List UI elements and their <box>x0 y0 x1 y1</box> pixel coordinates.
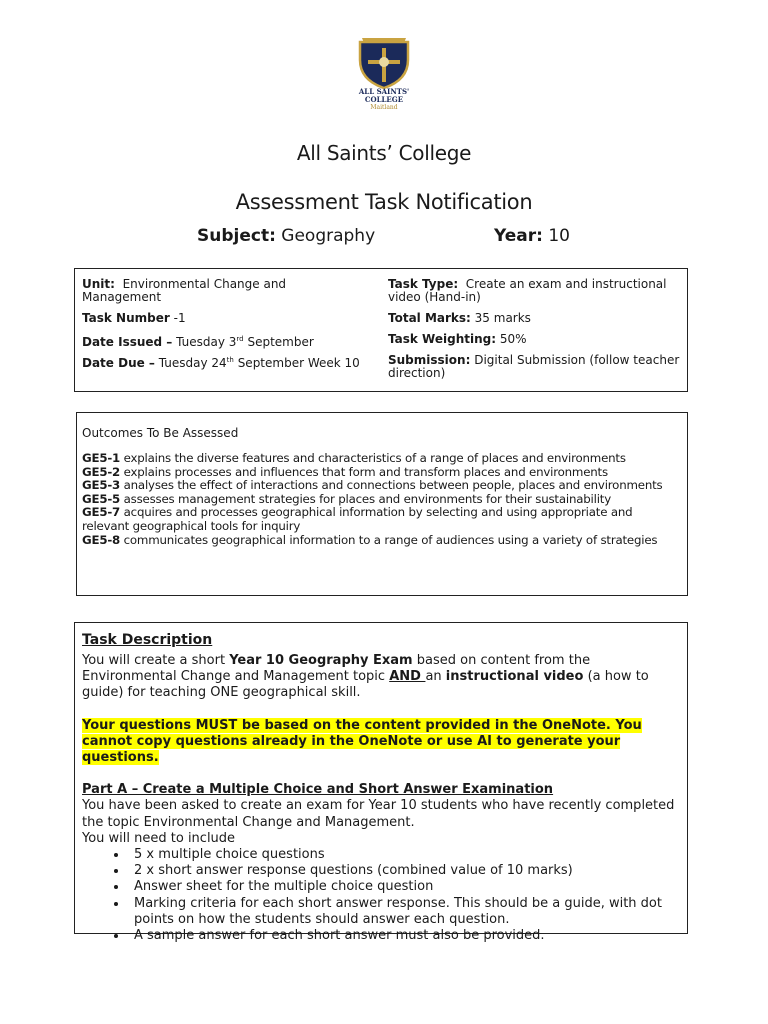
list-item: • Marking criteria for each short answer response. This should be a guide, with dot points on how the students should answer each question. <box>128 896 680 928</box>
task-description-title: Task Description <box>82 632 213 648</box>
submission-field: Submission: Digital Submission (follow teacher direction) <box>388 353 680 380</box>
subject-line: Subject: Geography <box>197 226 376 246</box>
unit-field: Unit: Environmental Change and Management <box>82 277 287 304</box>
outcomes-list <box>82 452 682 547</box>
outcome-item: GE5-2 explains processes and influences that form and transform places and environments <box>82 464 608 479</box>
outcomes-title: Outcomes To Be Assessed <box>82 426 239 440</box>
crest-caption: ALL SAINTS' COLLEGE Maitland <box>358 87 410 111</box>
list-item: • 2 x short answer response questions (combined value of 10 marks) <box>128 863 680 879</box>
outcome-item: GE5-5 assesses management strategies for places and environments for their sustainability <box>82 491 611 506</box>
year-line: Year: 10 <box>494 226 570 246</box>
document-title: Assessment Task Notification <box>235 190 533 214</box>
outcome-item: GE5-3 analyses the effect of interactions and connections between people, places and environments <box>82 478 663 493</box>
list-item: • 5 x multiple choice questions <box>128 847 680 863</box>
task-description-box <box>74 622 688 944</box>
list-item: • Answer sheet for the multiple choice question <box>128 879 680 895</box>
task-info-box <box>74 268 688 392</box>
task-type-field: Task Type: Create an exam and instructional video (Hand-in) <box>388 277 667 304</box>
task-description-intro: You will create a short Year 10 Geography Exam based on content from the Environmental Change and Management topic AND an instructional video (a how to guide) for teaching ONE geographical skill. <box>82 653 649 701</box>
outcome-item: GE5-7 acquires and processes geographical information by selecting and using appropriate and relevant geographical tools for inquiry <box>82 505 633 533</box>
part-a-text: You have been asked to create an exam for Year 10 students who have recently completed the topic Environmental Change and Management. <box>82 798 675 830</box>
important-notice: Your questions MUST be based on the content provided in the OneNote. You cannot copy questions already in the OneNote or use AI to generate your questions. <box>82 717 642 766</box>
college-name: All Saints’ College <box>296 141 472 165</box>
requirements-list <box>82 847 680 944</box>
list-item: • A sample answer for each short answer must also be provided. <box>128 928 680 944</box>
total-marks-field: Total Marks: 35 marks <box>388 311 531 325</box>
date-issued-field: Date Issued – Tuesday 3rd September <box>82 335 314 349</box>
outcome-item: GE5-1 explains the diverse features and characteristics of a range of places and environments <box>82 451 626 465</box>
include-label: You will need to include <box>82 830 236 846</box>
outcomes-box <box>76 412 688 596</box>
task-weighting-field: Task Weighting: 50% <box>388 332 527 346</box>
part-a-title: Part A – Create a Multiple Choice and Short Answer Examination <box>82 782 554 798</box>
outcome-item: GE5-8 communicates geographical information to a range of audiences using a variety of strategies <box>82 532 658 547</box>
task-number-field: Task Number -1 <box>82 311 186 325</box>
date-due-field: Date Due – Tuesday 24th September Week 10 <box>82 356 360 370</box>
